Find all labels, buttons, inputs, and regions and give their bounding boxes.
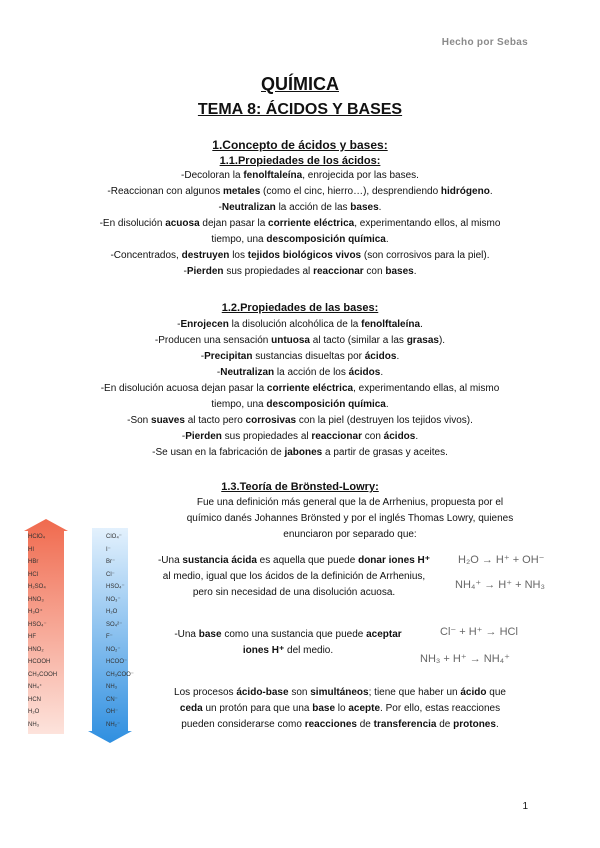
- text-line: pueden considerarse como reacciones de transferencia de protones.: [181, 719, 499, 730]
- base-properties-list: [40, 317, 560, 461]
- species-label: I⁻: [106, 546, 111, 553]
- text-line: iones H⁺ del medio.: [242, 645, 334, 656]
- text-line: -Precipitan sustancias disueltas por ácidos.: [200, 351, 400, 362]
- acid-strength-arrow: [24, 519, 68, 734]
- text-line: -Pierden sus propiedades al reaccionar con ácidos.: [181, 431, 419, 442]
- text-line: Los procesos ácido-base son simultáneos; tiene que haber un ácido que: [174, 687, 506, 698]
- species-label: HCl: [28, 571, 38, 578]
- species-label: HF: [28, 634, 36, 640]
- species-label: NH₃: [106, 684, 118, 690]
- equation-chloride: Cl⁻ + H⁺ → HCl: [440, 626, 518, 638]
- acid-definition: [138, 553, 450, 601]
- text-line: -En disolución acuosa dejan pasar la corriente eléctrica, experimentando ellos, al mismo: [99, 218, 501, 229]
- species-label: CH₃COOH: [28, 671, 58, 678]
- text-line: -En disolución acuosa dejan pasar la corriente eléctrica, experimentando ellas, al mismo: [100, 383, 500, 394]
- species-label: H₃O⁺: [28, 609, 43, 615]
- species-label: NO₂⁻: [106, 646, 121, 653]
- text-line: enunciaron por separado que:: [283, 529, 417, 540]
- base-strength-arrow: [88, 528, 132, 743]
- species-label: NH₂⁻: [106, 721, 121, 728]
- text-line: -Se usan en la fabricación de jabones a partir de grasas y aceites.: [152, 447, 448, 458]
- species-label: HCOO⁻: [106, 659, 128, 665]
- text-line: Fue una definición más general que la de Arrhenius, propuesta por el: [196, 497, 504, 508]
- species-label: HClO₄: [28, 534, 46, 540]
- acid-column: [28, 531, 57, 731]
- species-label: HI: [28, 546, 34, 553]
- species-label: HCN: [28, 696, 41, 703]
- species-label: Br⁻: [106, 559, 116, 565]
- species-label: HNO₃: [28, 596, 44, 603]
- base-column: [106, 531, 134, 731]
- subsection-heading-acids: 1.1.Propiedades de los ácidos:: [219, 155, 381, 167]
- text-line: -Neutralizan la acción de los ácidos.: [216, 367, 384, 378]
- species-label: HSO₄⁻: [28, 621, 47, 628]
- bronsted-intro: [150, 495, 550, 543]
- text-line: al medio, igual que los ácidos de la definición de Arrhenius,: [162, 571, 426, 582]
- species-label: OH⁻: [106, 709, 119, 715]
- species-label: CH₃COO⁻: [106, 671, 134, 678]
- section-heading-concept: 1.Concepto de ácidos y bases:: [212, 138, 388, 152]
- subsection-heading-bronsted: 1.3.Teoría de Brönsted-Lowry:: [221, 481, 379, 493]
- text-line: -Concentrados, destruyen los tejidos biológicos vivos (son corrosivos para la piel).: [110, 250, 490, 261]
- text-line: tiempo, una descomposición química.: [211, 234, 389, 245]
- species-label: F⁻: [106, 634, 113, 640]
- text-line: -Neutralizan la acción de las bases.: [218, 202, 382, 213]
- species-label: NH₃: [28, 721, 40, 728]
- species-label: Cl⁻: [106, 571, 115, 578]
- page-number: 1: [522, 801, 528, 812]
- species-label: ClO₄⁻: [106, 534, 122, 540]
- species-label: CN⁻: [106, 696, 118, 703]
- text-line: -Enrojecen la disolución alcohólica de la fenolftaleína.: [177, 319, 423, 330]
- page-subtitle: TEMA 8: ÁCIDOS Y BASES: [197, 101, 403, 118]
- text-line: -Reaccionan con algunos metales (como el cinc, hierro…), desprendiendo hidrógeno.: [107, 186, 493, 197]
- acid-properties-list: [40, 168, 560, 280]
- text-line: químico danés Johannes Brönsted y por el inglés Thomas Lowry, quienes: [186, 513, 514, 524]
- species-label: SO₄²⁻: [106, 621, 123, 628]
- species-label: H₂O: [28, 709, 40, 715]
- text-line: ceda un protón para que una base lo acepte. Por ello, estas reacciones: [179, 703, 501, 714]
- text-line: -Una base como una sustancia que puede aceptar: [174, 629, 402, 640]
- equation-ammonia: NH₃ + H⁺ → NH₄⁺: [420, 653, 510, 665]
- species-label: H₂SO₄: [28, 584, 46, 590]
- species-label: HCOOH: [28, 659, 51, 665]
- text-line: -Producen una sensación untuosa al tacto (similar a las grasas).: [154, 335, 446, 346]
- species-label: NH₄⁺: [28, 684, 43, 690]
- text-line: -Son suaves al tacto pero corrosivas con la piel (destruyen los tejidos vivos).: [127, 415, 473, 426]
- acid-base-closing: [140, 685, 540, 733]
- page-title: QUÍMICA: [261, 74, 339, 94]
- text-line: -Decoloran la fenolftaleína, enrojecida por las bases.: [181, 170, 419, 181]
- equation-ammonium: NH₄⁺ → H⁺ + NH₃: [455, 579, 545, 591]
- subsection-heading-bases: 1.2.Propiedades de las bases:: [221, 302, 379, 314]
- species-label: HSO₄⁻: [106, 584, 125, 590]
- species-label: NO₃⁻: [106, 596, 121, 603]
- text-line: pero sin necesidad de una disolución acuosa.: [192, 587, 396, 598]
- equation-water: H₂O → H⁺ + OH⁻: [458, 554, 545, 566]
- species-label: HBr: [28, 559, 39, 565]
- author-note: Hecho por Sebas: [441, 37, 528, 48]
- text-line: -Una sustancia ácida es aquella que puede donar iones H⁺: [157, 555, 431, 566]
- base-definition: [140, 627, 436, 659]
- text-line: -Pierden sus propiedades al reaccionar con bases.: [183, 266, 417, 277]
- text-line: tiempo, una descomposición química.: [211, 399, 389, 410]
- species-label: HNO₂: [28, 646, 44, 653]
- species-label: H₂O: [106, 609, 118, 615]
